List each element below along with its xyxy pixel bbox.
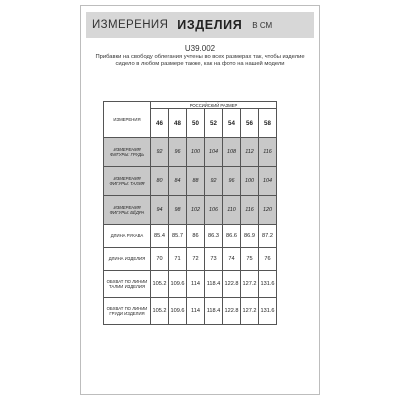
value-cell: 100 [187, 138, 205, 167]
size-cell: 56 [241, 109, 259, 138]
value-cell: 131.6 [259, 298, 277, 325]
value-cell: 98 [169, 196, 187, 225]
value-cell: 88 [187, 167, 205, 196]
row-label: ИЗМЕРЕНИЯ ФИГУРЫ: ГРУДЬ [104, 138, 151, 167]
value-cell: 80 [151, 167, 169, 196]
value-cell: 109.6 [169, 271, 187, 298]
value-cell: 85.4 [151, 225, 169, 248]
value-cell: 84 [169, 167, 187, 196]
table-row [104, 271, 277, 298]
value-cell: 74 [223, 248, 241, 271]
fit-note: Прибавки на свободу облегания учтены во всех размерах так, чтобы изделие сидело в любом размере также, как на фото на нашей модели [95, 54, 305, 68]
value-cell: 94 [151, 196, 169, 225]
size-cell: 58 [259, 109, 277, 138]
value-cell: 105.2 [151, 298, 169, 325]
value-cell: 122.8 [223, 298, 241, 325]
row-label: ОБХВАТ ПО ЛИНИИ ТАЛИИ ИЗДЕЛИЯ [104, 271, 151, 298]
title-unit: В СМ [252, 20, 273, 30]
value-cell: 86 [187, 225, 205, 248]
value-cell: 120 [259, 196, 277, 225]
title-main: ИЗМЕРЕНИЯ [92, 19, 169, 31]
value-cell: 96 [223, 167, 241, 196]
value-cell: 114 [187, 271, 205, 298]
value-cell: 112 [241, 138, 259, 167]
value-cell: 86.6 [223, 225, 241, 248]
title-bold: ИЗДЕЛИЯ [177, 18, 243, 32]
value-cell: 100 [241, 167, 259, 196]
size-chart-sheet [80, 5, 320, 395]
product-code: U39.002 [184, 44, 216, 53]
value-cell: 71 [169, 248, 187, 271]
value-cell: 108 [223, 138, 241, 167]
row-label: ИЗМЕРЕНИЯ ФИГУРЫ: БЁДРА [104, 196, 151, 225]
value-cell: 114 [187, 298, 205, 325]
value-cell: 75 [241, 248, 259, 271]
value-cell: 127.2 [241, 298, 259, 325]
table-row [104, 138, 277, 167]
value-cell: 92 [151, 138, 169, 167]
row-label: ИЗМЕРЕНИЯ ФИГУРЫ: ТАЛИЯ [104, 167, 151, 196]
value-cell: 102 [187, 196, 205, 225]
corner-label: ИЗМЕРЕНИЯ [104, 102, 151, 138]
size-cell: 54 [223, 109, 241, 138]
value-cell: 105.2 [151, 271, 169, 298]
value-cell: 92 [205, 167, 223, 196]
value-cell: 116 [259, 138, 277, 167]
row-label: ОБХВАТ ПО ЛИНИИ ГРУДИ ИЗДЕЛИЯ [104, 298, 151, 325]
size-cell: 46 [151, 109, 169, 138]
value-cell: 131.6 [259, 271, 277, 298]
title-banner [86, 12, 314, 38]
value-cell: 86.3 [205, 225, 223, 248]
value-cell: 118.4 [205, 271, 223, 298]
value-cell: 104 [259, 167, 277, 196]
value-cell: 72 [187, 248, 205, 271]
table-row [104, 248, 277, 271]
value-cell: 87.2 [259, 225, 277, 248]
value-cell: 86.9 [241, 225, 259, 248]
value-cell: 118.4 [205, 298, 223, 325]
value-cell: 70 [151, 248, 169, 271]
size-header-row [104, 102, 277, 109]
size-cell: 52 [205, 109, 223, 138]
value-cell: 109.6 [169, 298, 187, 325]
value-cell: 76 [259, 248, 277, 271]
value-cell: 106 [205, 196, 223, 225]
size-cell: 48 [169, 109, 187, 138]
size-cell: 50 [187, 109, 205, 138]
table-row [104, 225, 277, 248]
ru-size-label: РОССИЙСКИЙ РАЗМЕР [151, 102, 277, 109]
measurements-table [103, 101, 277, 325]
value-cell: 116 [241, 196, 259, 225]
value-cell: 122.8 [223, 271, 241, 298]
table-row [104, 167, 277, 196]
value-cell: 96 [169, 138, 187, 167]
row-label: ДЛИНА ИЗДЕЛИЯ [104, 248, 151, 271]
value-cell: 73 [205, 248, 223, 271]
value-cell: 104 [205, 138, 223, 167]
value-cell: 127.2 [241, 271, 259, 298]
row-label: ДЛИНА РУКАВА [104, 225, 151, 248]
value-cell: 110 [223, 196, 241, 225]
table-row [104, 196, 277, 225]
table-row [104, 298, 277, 325]
value-cell: 85.7 [169, 225, 187, 248]
